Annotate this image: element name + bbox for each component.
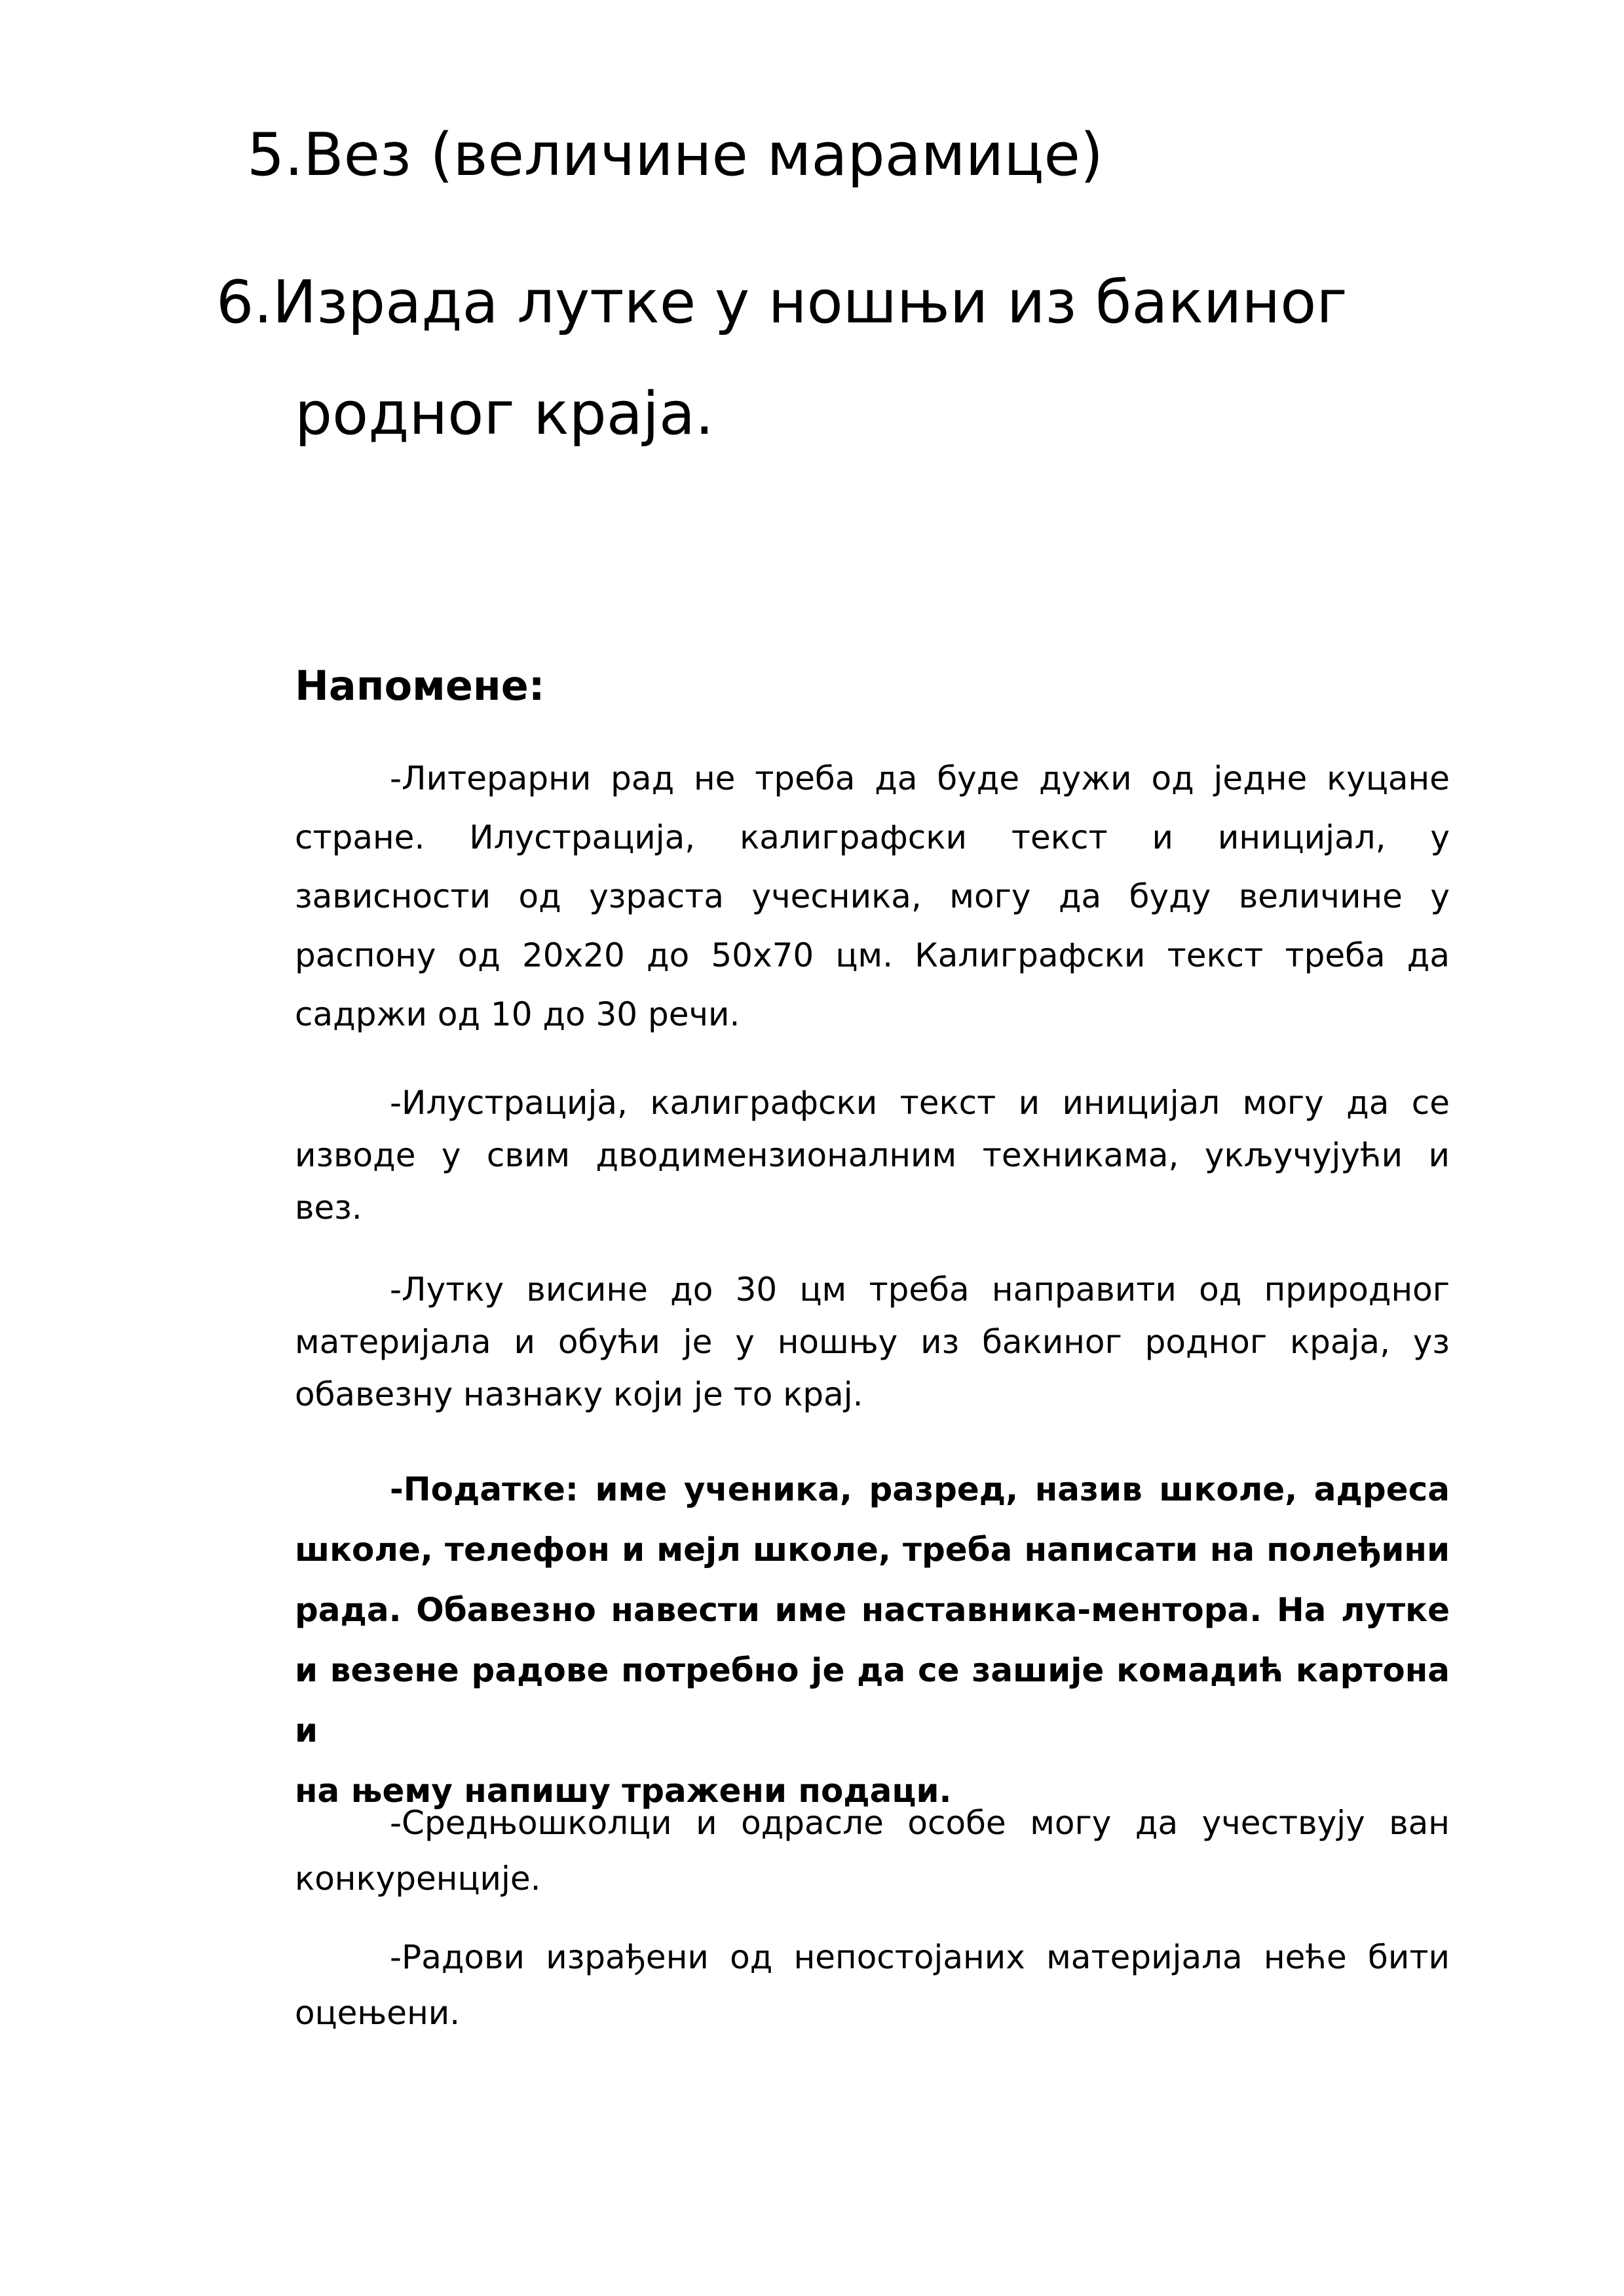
paragraph-required-data xyxy=(295,1459,1450,1821)
paragraph-line: -Радови израђени од непостојаних материјала неће бити xyxy=(390,1938,1450,1976)
paragraph-line: конкуренције. xyxy=(295,1860,541,1898)
paragraph-line: зависности од узраста учесника, могу да буду величине у xyxy=(295,877,1450,915)
paragraph-line: на њему напишу тражени подаци. xyxy=(295,1772,952,1810)
paragraph-line: и везене радове потребно је да се зашије комадић картона и xyxy=(295,1651,1450,1750)
paragraph-doll-material xyxy=(295,1263,1450,1421)
paragraph-unstable-materials xyxy=(295,1930,1450,2041)
paragraph-line: -Податке: име ученика, разред, назив школе, адреса xyxy=(390,1470,1450,1508)
notes-label: Напомене: xyxy=(295,662,545,710)
list-item-5-heading: 5.Вез (величине марамице) xyxy=(247,121,1103,189)
paragraph-line: материјала и обући је у ношњу из бакиног родног краја, уз xyxy=(295,1323,1450,1361)
paragraph-line: школе, телефон и мејл школе, треба написати на полеђини xyxy=(295,1531,1450,1569)
paragraph-literary-work xyxy=(295,749,1450,1044)
paragraph-line: вез. xyxy=(295,1189,362,1227)
list-item-6-heading-line2: родног краја. xyxy=(295,379,714,448)
paragraph-line: обавезну назнаку који је то крај. xyxy=(295,1375,863,1413)
paragraph-line: стране. Илустрација, калиграфски текст и иницијал, у xyxy=(295,818,1450,856)
paragraph-out-of-competition xyxy=(295,1795,1450,1907)
paragraph-line: изводе у свим дводимензионалним техникама, укључујући и xyxy=(295,1136,1450,1174)
paragraph-line: распону од 20х20 до 50х70 цм. Калиграфски текст треба да xyxy=(295,936,1450,974)
paragraph-line: садржи од 10 до 30 речи. xyxy=(295,995,740,1033)
paragraph-line: оцењени. xyxy=(295,1994,461,2032)
paragraph-line: -Лутку висине до 30 цм треба направити од природног xyxy=(390,1271,1450,1309)
paragraph-line: -Илустрација, калиграфски текст и иницијал могу да се xyxy=(390,1084,1450,1122)
paragraph-line: -Средњошколци и одрасле особе могу да учествују ван xyxy=(390,1804,1450,1842)
paragraph-techniques xyxy=(295,1077,1450,1234)
paragraph-line: рада. Обавезно навести име наставника-ментора. На лутке xyxy=(295,1591,1450,1629)
list-item-6-heading-line1: 6.Израда лутке у ношњи из бакиног xyxy=(216,268,1348,337)
paragraph-line: -Литерарни рад не треба да буде дужи од једне куцане xyxy=(390,759,1450,797)
